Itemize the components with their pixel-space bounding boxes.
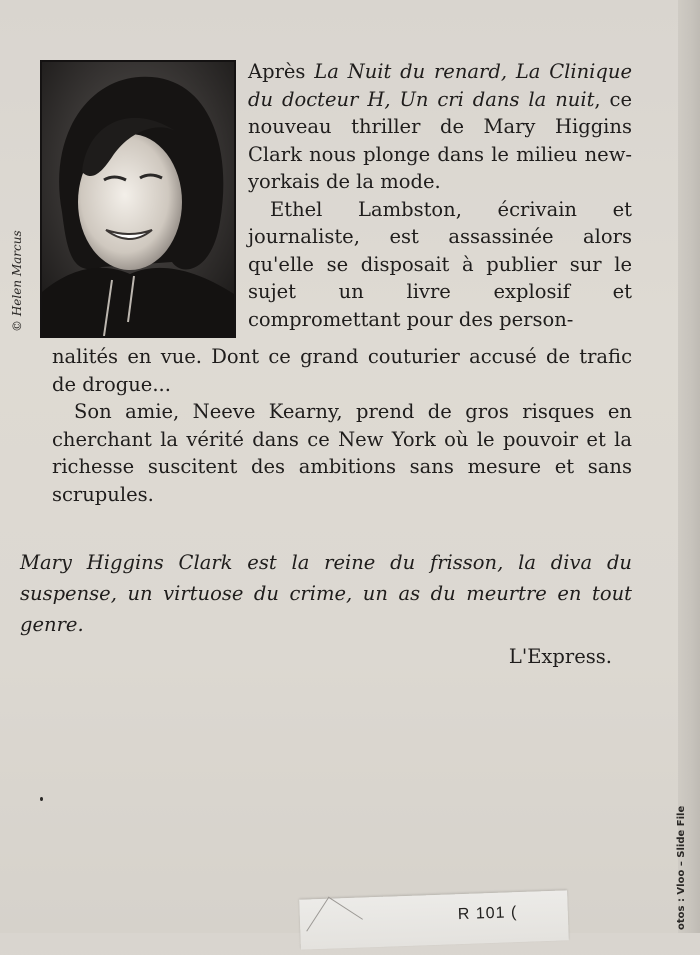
blurb-paragraph-3: Son amie, Neeve Kearny, prend de gros risques en cherchant la vérité dans ce New York où le pouvoir et la richesse suscitent des ambitions sans mesure et sans scrupules. [52,400,632,506]
blurb-paragraph-1 [248,58,632,196]
author-photo [40,60,236,338]
sticker-peeled-corner [306,897,363,954]
photo-credit-side: otos : Vloo – Slide File [676,805,687,930]
photo-credit: © Helen Marcus [10,230,24,332]
paper-speck [40,797,43,801]
quote-source: L'Express. [508,645,612,668]
price-sticker [299,890,569,949]
text-segment: , ce nouveau thriller de Mary Higgins Clark nous plonge dans le milieu new-yorkais de la mode. [248,87,633,193]
blurb-full-width [52,343,632,508]
blurb-paragraph-2-continued: nalités en vue. Dont ce grand couturier accusé de trafic de drogue... [52,345,632,396]
text-segment: Ethel Lambston, écrivain et journaliste, est assassinée alors qu'elle se disposait à publier sur le sujet un livre explosif et compromettant pour des person- [248,197,632,331]
book-titles: La Nuit du renard, La Clinique du docteur H, Un cri dans la nuit [248,60,632,111]
text-segment: Après [248,60,315,83]
sticker-code: R 101 ( [457,904,518,924]
blurb-column [248,58,632,333]
blurb-paragraph-2 [248,196,632,334]
press-quote: Mary Higgins Clark est la reine du frisson, la diva du suspense, un virtuose du crime, un as du meurtre en tout genre. [20,551,632,636]
